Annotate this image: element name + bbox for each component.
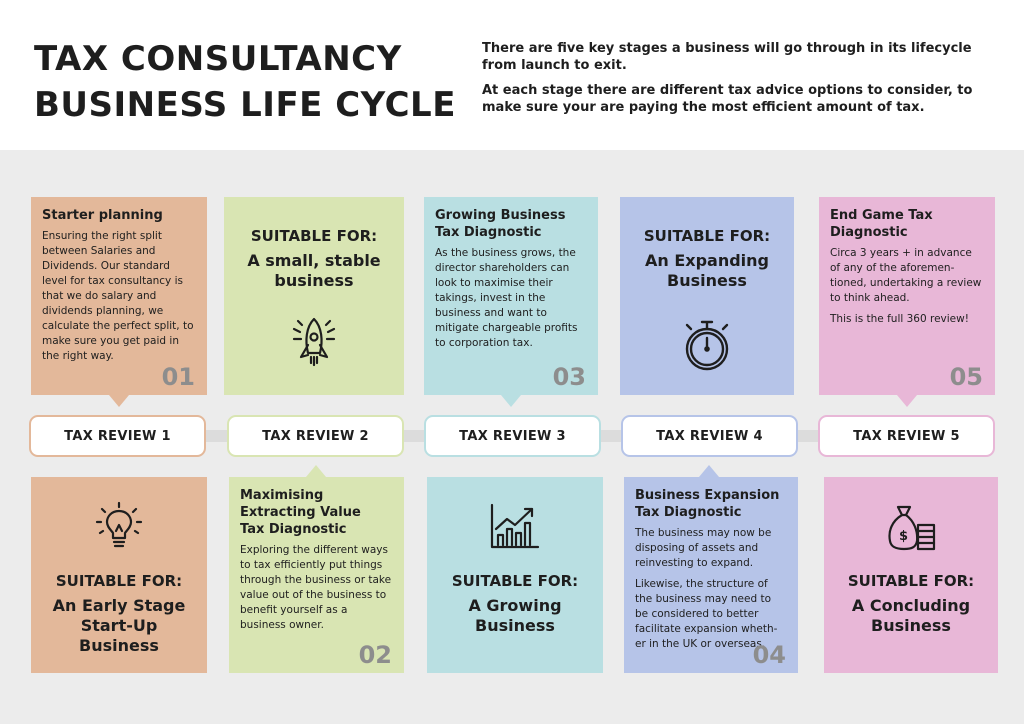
stage-4-title: [635, 487, 787, 521]
title-line-2: BUSINESS LIFE CYCLE: [34, 85, 456, 125]
stage-3-body: As the business grows, the director shareholders can look to maximise their takings, invest in the business and want to mitigate chargeable profits to corporation tax.: [435, 247, 578, 349]
title-line-1: TAX CONSULTANCY: [34, 39, 402, 79]
stage-3-title-l1: Growing Business: [435, 208, 566, 223]
lightbulb-icon: [94, 501, 144, 551]
stage-4-suitable: [620, 227, 794, 291]
stage-2-suitable-card: [224, 197, 404, 395]
stage-2-title-l2: Extracting Value: [240, 505, 361, 520]
stage-3-title-l2: Tax Diagnostic: [435, 225, 542, 240]
stage-5-title-l2: Diagnostic: [830, 225, 908, 240]
stage-1-suitable-l3: Business: [79, 636, 159, 655]
stage-2-description-card: [229, 477, 404, 673]
tax-review-5: TAX REVIEW 5: [818, 415, 995, 457]
stage-4-suitable-l2: Business: [667, 271, 747, 290]
stage-1-number: 01: [161, 363, 195, 391]
money-bag-icon: [884, 501, 938, 553]
stage-1-suitable-l1: An Early Stage: [52, 596, 186, 615]
stage-4-title-l2: Tax Diagnostic: [635, 505, 742, 520]
stage-4-body-p1: The business may now be disposing of assets and reinvesting to expand.: [635, 527, 772, 569]
stage-2-title-l1: Maximising: [240, 488, 324, 503]
stage-3-description-card: [424, 197, 598, 395]
stage-3-suitable-l1: A Growing: [468, 596, 562, 615]
stage-5-suitable-card: [824, 477, 998, 673]
header: [0, 0, 1024, 150]
intro-text: [482, 40, 1002, 124]
stage-4-title-l1: Business Expansion: [635, 488, 780, 503]
stage-5-number: 05: [949, 363, 983, 391]
stage-3-number: 03: [552, 363, 586, 391]
tax-review-3: TAX REVIEW 3: [424, 415, 601, 457]
stage-4-number: 04: [752, 641, 786, 669]
intro-paragraph-2: At each stage there are different tax advice options to consider, to make sure your are paying the most efficient amount of tax.: [482, 83, 973, 115]
stage-2-suitable: [224, 227, 404, 291]
stage-5-suitable-l2: Business: [871, 616, 951, 635]
stage-5-suitable-label: SUITABLE FOR:: [847, 572, 975, 590]
stage-2-title-l3: Tax Diagnostic: [240, 522, 347, 537]
tax-review-1: TAX REVIEW 1: [29, 415, 206, 457]
intro-paragraph-1: There are five key stages a business will go through in its lifecycle from launch to exit.: [482, 41, 972, 73]
stage-5-suitable-l1: A Concluding: [851, 596, 971, 615]
page-title: [34, 36, 464, 128]
growth-chart-icon: [488, 501, 542, 551]
stage-2-body: Exploring the different ways to tax efficiently put things through the business or take value out of the business to benefit yourself as a business owner.: [240, 544, 392, 631]
stage-4-body-p2: Likewise, the structure of the business may need to be considered to better facilitate expansion wheth- er in the UK or overseas.: [635, 578, 778, 650]
stage-2-suitable-label: SUITABLE FOR:: [250, 227, 378, 245]
rocket-icon: [289, 315, 339, 367]
stage-1-body: Ensuring the right split between Salaries and Dividends. Our standard level for tax consultancy is that we do salary and dividends planning, we calculate the perfect split, to make sure you get paid in the right way.: [42, 230, 194, 362]
stage-5-description-card: [819, 197, 995, 395]
stage-1-suitable: [31, 572, 207, 656]
stage-3-suitable-card: [427, 477, 603, 673]
stage-3-pointer: [501, 395, 521, 407]
stage-2-suitable-l2: business: [274, 271, 354, 290]
stopwatch-icon: [681, 317, 733, 373]
stage-1-suitable-label: SUITABLE FOR:: [55, 572, 183, 590]
svg-text:$: $: [898, 529, 909, 544]
stage-1-suitable-l2: Start-Up: [80, 616, 158, 635]
stage-5-body-p2: This is the full 360 review!: [830, 313, 969, 325]
stage-1-description-card: [31, 197, 207, 395]
stage-4-suitable-label: SUITABLE FOR:: [643, 227, 771, 245]
stage-2-title: [240, 487, 393, 538]
stage-1-suitable-card: [31, 477, 207, 673]
stage-3-suitable-label: SUITABLE FOR:: [451, 572, 579, 590]
stage-5-title-l1: End Game Tax: [830, 208, 933, 223]
stage-5-title: [830, 207, 984, 241]
stage-2-pointer: [306, 465, 326, 477]
stage-5-pointer: [897, 395, 917, 407]
stage-4-suitable-card: [620, 197, 794, 395]
stage-4-description-card: [624, 477, 798, 673]
stage-4-pointer: [699, 465, 719, 477]
tax-review-4: TAX REVIEW 4: [621, 415, 798, 457]
stage-5-body-p1: Circa 3 years + in advance of any of the aforemen- tioned, undertaking a review to think ahead.: [830, 247, 982, 304]
stage-4-suitable-l1: An Expanding: [644, 251, 769, 270]
stage-2-number: 02: [358, 641, 392, 669]
stage-3-title: [435, 207, 587, 241]
stage-1-title: Starter planning: [42, 208, 163, 223]
stage-2-suitable-l1: A small, stable: [247, 251, 381, 270]
stage-3-suitable-l2: Business: [475, 616, 555, 635]
stage-3-suitable: [427, 572, 603, 636]
stage-5-suitable: [824, 572, 998, 636]
stage-1-pointer: [109, 395, 129, 407]
tax-review-2: TAX REVIEW 2: [227, 415, 404, 457]
